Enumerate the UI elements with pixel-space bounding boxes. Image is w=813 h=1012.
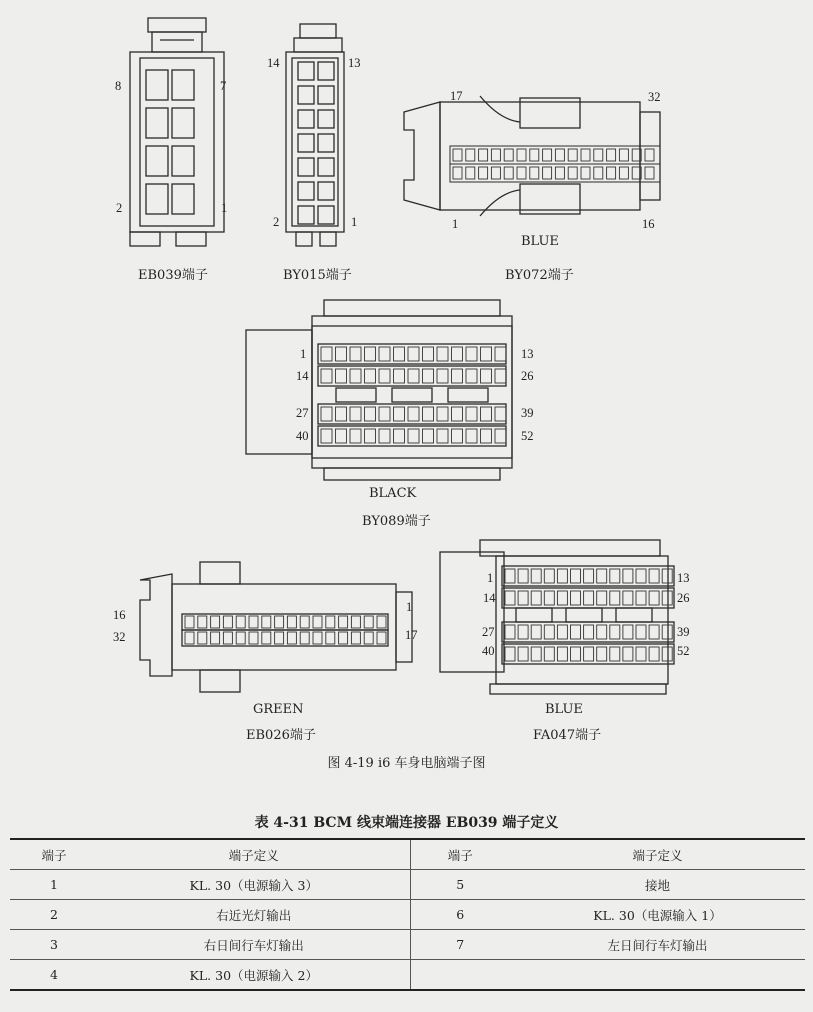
eb026-pin-cell [198,632,207,644]
table-cell: 1 [10,870,98,900]
eb039-pin-label: 8 [115,79,122,93]
fa047-pin-cell [544,591,554,605]
eb026-pin-cell [211,632,220,644]
by072-pin-cell [555,149,564,161]
by089-pin-cell [336,429,347,443]
fa047-connector [440,540,674,694]
by072-pin-cell [479,149,488,161]
by089-pin-cell [336,369,347,383]
by089-pin-cell [350,429,361,443]
eb026-pin-cell [377,616,386,628]
fa047-pin-cell [544,647,554,661]
table-cell: 3 [10,930,98,960]
eb026-color: GREEN [253,702,304,717]
by089-pin-cell [481,407,492,421]
by072-pin-cell [619,149,628,161]
by089-pin-cell [408,347,419,361]
eb026-pin-cell [262,616,271,628]
fa047-pin-cell [584,625,594,639]
fa047-pin-label: 26 [677,591,690,605]
by015-pin-label: 14 [267,56,280,70]
by089-pin-cell [394,369,405,383]
table-cell: KL. 30（电源输入 1） [510,900,805,930]
by089-pin-cell [336,407,347,421]
by072-pin-cell [491,167,500,179]
fa047-pin-cell [649,591,659,605]
by089-pin-cell [394,407,405,421]
fa047-pin-cell [584,647,594,661]
by089-pin-cell [437,407,448,421]
table-row [10,960,805,991]
fa047-pin-cell [505,569,515,583]
eb026-pin-cell [313,632,322,644]
table-cell: 6 [410,900,510,930]
table-cell: 2 [10,900,98,930]
by089-pin-cell [495,347,506,361]
eb026-pin-cell [377,632,386,644]
by072-pin-cell [619,167,628,179]
by089-pin-cell [408,407,419,421]
by089-pin-label: 52 [521,429,534,443]
eb026-pin-cell [326,616,335,628]
fa047-pin-cell [518,591,528,605]
fa047-pin-cell [662,647,672,661]
eb026-pin-cell [313,616,322,628]
by089-pin-cell [423,369,434,383]
fa047-pin-cell [518,647,528,661]
by089-pin-cell [350,369,361,383]
table-cell [510,960,805,991]
eb026-pin-cell [300,632,309,644]
fa047-pin-cell [610,647,620,661]
eb026-caption: EB026端子 [246,728,316,743]
eb026-pin-label: 1 [406,600,413,614]
by072-pin-cell [543,167,552,179]
fa047-pin-cell [584,591,594,605]
eb026-pin-cell [185,632,194,644]
by089-pin-label: 14 [296,369,309,383]
table-cell: 接地 [510,870,805,900]
by089-pin-cell [365,407,376,421]
by089-pin-cell [481,369,492,383]
fa047-pin-cell [557,591,567,605]
by089-pin-cell [423,407,434,421]
table-cell: KL. 30（电源输入 3） [98,870,410,900]
eb026-pin-cell [249,616,258,628]
by089-pin-cell [466,369,477,383]
by072-pin-label: 17 [450,89,463,103]
by089-pin-cell [379,347,390,361]
by072-pin-cell [594,149,603,161]
by072-pin-cell [466,167,475,179]
by089-pin-cell [321,369,332,383]
by072-pin-cell [568,167,577,179]
fa047-pin-cell [649,569,659,583]
fa047-pin-cell [584,569,594,583]
by089-pin-label: 26 [521,369,534,383]
header-cell: 端子 [10,839,98,870]
by089-pin-cell [452,407,463,421]
fa047-pin-label: 1 [487,571,494,585]
by089-pin-cell [350,347,361,361]
fa047-pin-cell [662,569,672,583]
table-cell: 右日间行车灯输出 [98,930,410,960]
by089-pin-cell [423,429,434,443]
fa047-pin-cell [557,625,567,639]
fa047-pin-cell [571,625,581,639]
eb026-pin-cell [223,616,232,628]
by089-pin-cell [365,429,376,443]
eb026-pin-cell [249,632,258,644]
table-title: 表 4-31 BCM 线束端连接器 EB039 端子定义 [254,815,559,831]
fa047-pin-cell [636,569,646,583]
by089-pin-cell [379,369,390,383]
by015-caption: BY015端子 [283,268,352,283]
by089-pin-cell [452,369,463,383]
by072-pin-cell [504,149,513,161]
by089-pin-label: 27 [296,406,309,420]
by089-pin-label: 13 [521,347,534,361]
header-cell: 端子 [410,839,510,870]
fa047-pin-cell [518,625,528,639]
fa047-pin-cell [531,647,541,661]
by089-caption: BY089端子 [362,514,431,529]
by015-pin-label: 13 [348,56,361,70]
fa047-pin-cell [518,569,528,583]
fa047-pin-cell [636,625,646,639]
eb039-caption: EB039端子 [138,268,208,283]
fa047-pin-cell [557,647,567,661]
by089-connector [246,300,512,480]
fa047-pin-cell [610,625,620,639]
fa047-pin-cell [531,591,541,605]
by072-pin-cell [504,167,513,179]
by089-pin-cell [408,369,419,383]
by072-pin-cell [555,167,564,179]
by089-pin-cell [495,369,506,383]
fa047-pin-cell [597,647,607,661]
eb026-pin-label: 32 [113,630,126,644]
by089-pin-label: 39 [521,406,534,420]
eb026-pin-cell [351,616,360,628]
header-cell: 端子定义 [510,839,805,870]
pin-definition-table [10,838,805,991]
fa047-pin-cell [597,625,607,639]
by072-pin-cell [453,167,462,179]
by072-pin-label: 1 [452,217,459,231]
by089-pin-cell [437,347,448,361]
fa047-pin-cell [623,625,633,639]
table-cell: 左日间行车灯输出 [510,930,805,960]
by072-pin-cell [543,149,552,161]
table-cell: 4 [10,960,98,991]
by089-pin-cell [452,347,463,361]
by072-pin-cell [607,149,616,161]
by072-pin-cell [645,167,654,179]
figure-caption: 图 4-19 i6 车身电脑端子图 [327,756,486,771]
fa047-pin-cell [531,625,541,639]
eb026-pin-cell [326,632,335,644]
by072-pin-cell [453,149,462,161]
eb026-pin-label: 17 [405,628,418,642]
table-cell: 右近光灯输出 [98,900,410,930]
eb026-pin-cell [287,616,296,628]
by089-pin-cell [336,347,347,361]
fa047-pin-cell [662,625,672,639]
fa047-pin-label: 39 [677,625,690,639]
fa047-pin-cell [623,591,633,605]
fa047-pin-cell [610,569,620,583]
table-cell: 7 [410,930,510,960]
by072-pin-cell [581,149,590,161]
by072-pin-cell [530,167,539,179]
fa047-pin-cell [636,647,646,661]
eb026-pin-cell [185,616,194,628]
eb026-pin-cell [198,616,207,628]
fa047-pin-cell [544,569,554,583]
eb026-pin-cell [236,632,245,644]
by089-pin-cell [423,347,434,361]
eb039-pin-label: 2 [116,201,123,215]
by089-pin-label: 1 [300,347,307,361]
eb026-pin-cell [223,632,232,644]
by089-pin-cell [321,347,332,361]
fa047-pin-label: 14 [483,591,496,605]
header-cell: 端子定义 [98,839,410,870]
eb026-pin-cell [339,616,348,628]
by072-pin-cell [517,167,526,179]
by089-pin-cell [437,369,448,383]
by089-pin-cell [394,347,405,361]
eb026-pin-cell [262,632,271,644]
by089-pin-cell [321,429,332,443]
fa047-pin-cell [623,647,633,661]
by089-pin-cell [495,407,506,421]
by015-connector [286,24,344,246]
by089-pin-cell [365,347,376,361]
table-row [10,870,805,900]
eb026-pin-cell [275,632,284,644]
fa047-pin-cell [544,625,554,639]
fa047-pin-label: 40 [482,644,495,658]
by089-pin-cell [379,429,390,443]
fa047-pin-cell [636,591,646,605]
by072-pin-cell [517,149,526,161]
by089-pin-cell [495,429,506,443]
fa047-pin-cell [571,647,581,661]
eb026-pin-label: 16 [113,608,126,622]
eb026-pin-cell [287,632,296,644]
by089-pin-cell [466,407,477,421]
by089-pin-cell [437,429,448,443]
fa047-pin-label: 52 [677,644,690,658]
by072-pin-label: 16 [642,217,655,231]
eb039-pin-label: 7 [220,79,227,93]
by072-pin-cell [645,149,654,161]
by015-pin-label: 2 [273,215,280,229]
by072-pin-cell [466,149,475,161]
fa047-pin-cell [597,569,607,583]
fa047-pin-cell [505,625,515,639]
by072-pin-label: 32 [648,90,661,104]
fa047-pin-cell [571,591,581,605]
by089-pin-cell [321,407,332,421]
fa047-pin-cell [505,591,515,605]
by072-pin-cell [568,149,577,161]
fa047-pin-cell [649,647,659,661]
by089-pin-label: 40 [296,429,309,443]
eb039-connector [130,18,227,246]
table-cell [410,960,510,991]
by072-pin-cell [594,167,603,179]
fa047-pin-cell [610,591,620,605]
by089-pin-cell [466,429,477,443]
eb026-pin-cell [236,616,245,628]
eb026-pin-cell [351,632,360,644]
by072-pin-cell [607,167,616,179]
fa047-caption: FA047端子 [533,728,602,743]
by072-pin-cell [581,167,590,179]
by072-pin-cell [491,149,500,161]
eb026-pin-cell [275,616,284,628]
eb026-connector [140,562,412,692]
fa047-pin-cell [571,569,581,583]
fa047-color: BLUE [545,702,583,717]
fa047-pin-cell [597,591,607,605]
by072-connector [404,96,660,216]
by089-pin-cell [408,429,419,443]
table-header-row [10,839,805,870]
table-row [10,930,805,960]
eb026-pin-cell [211,616,220,628]
table-row [10,900,805,930]
eb026-pin-cell [339,632,348,644]
by089-pin-cell [452,429,463,443]
fa047-pin-cell [531,569,541,583]
by015-pin-label: 1 [351,215,358,229]
by089-pin-cell [481,347,492,361]
table-cell: KL. 30（电源输入 2） [98,960,410,991]
by072-pin-cell [479,167,488,179]
fa047-pin-label: 27 [482,625,495,639]
by089-pin-cell [481,429,492,443]
table-cell: 5 [410,870,510,900]
by072-pin-cell [530,149,539,161]
fa047-pin-cell [557,569,567,583]
by089-pin-cell [394,429,405,443]
eb026-pin-cell [364,616,373,628]
eb039-pin-label: 1 [221,201,228,215]
fa047-pin-cell [505,647,515,661]
by089-pin-cell [365,369,376,383]
eb026-pin-cell [364,632,373,644]
by089-pin-cell [350,407,361,421]
by089-color: BLACK [369,486,417,501]
fa047-pin-cell [623,569,633,583]
by072-caption: BY072端子 [505,268,574,283]
fa047-pin-label: 13 [677,571,690,585]
by072-color: BLUE [521,234,559,249]
by089-pin-cell [379,407,390,421]
fa047-pin-cell [649,625,659,639]
by089-pin-cell [466,347,477,361]
fa047-pin-cell [662,591,672,605]
eb026-pin-cell [300,616,309,628]
